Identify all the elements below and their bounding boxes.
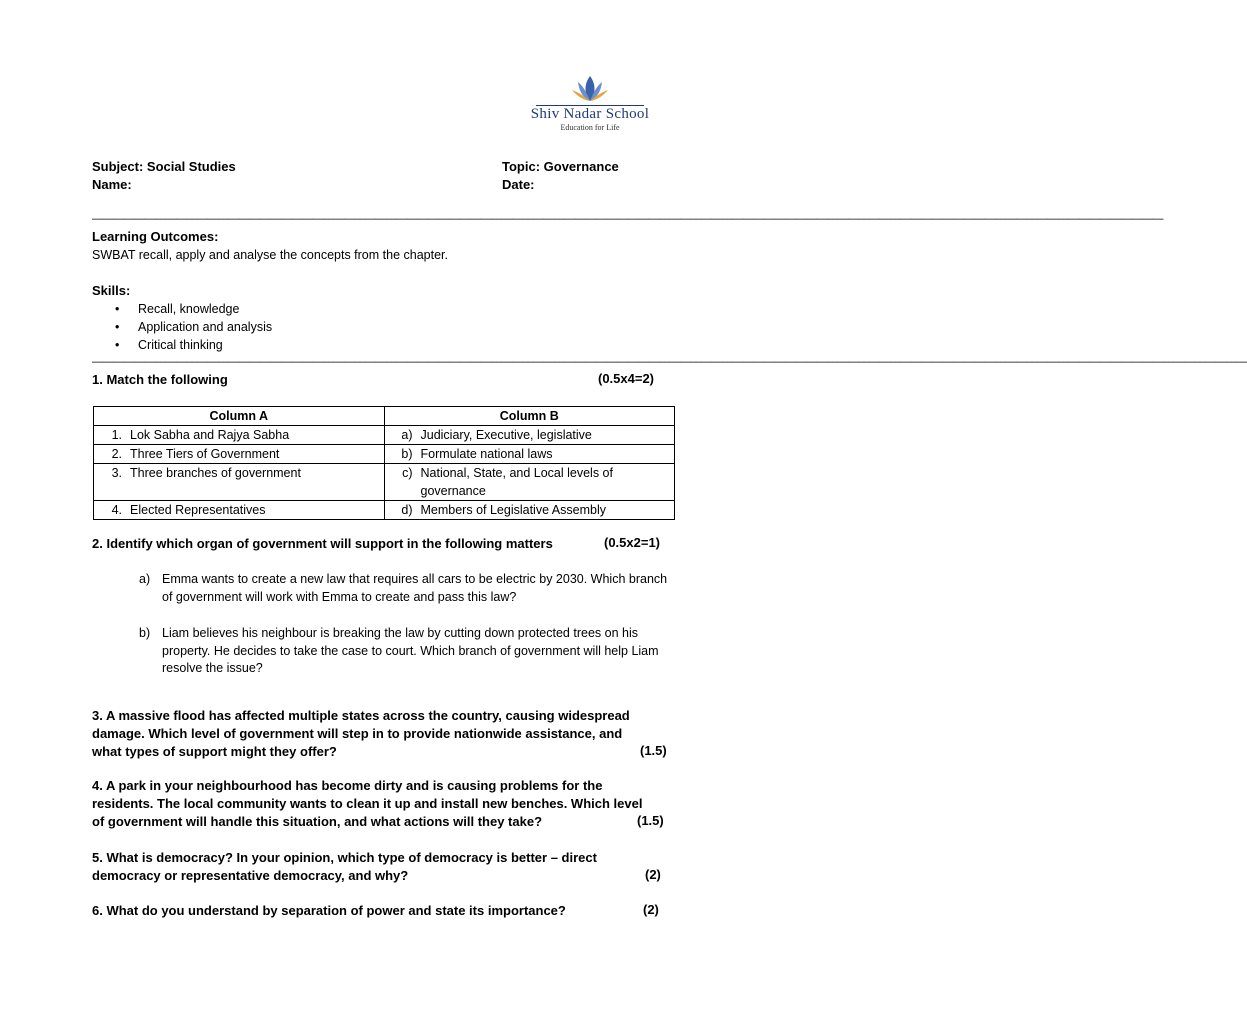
sub-label: a) [139,572,151,586]
question-3-line: damage. Which level of government will step in to provide nationwide assistance, and [92,726,623,741]
divider-line: —————————————————————————————————————————————————————————————————————————————————————————————————————— [92,213,1163,225]
question-2b [139,625,679,678]
row-letter: b) [401,447,413,461]
question-4-line: of government will handle this situation, and what actions will they take? [92,814,543,829]
table-row [94,426,675,445]
column-a-cell: Lok Sabha and Rajya Sabha [130,428,290,442]
table-row [94,445,675,464]
question-4-line: residents. The local community wants to clean it up and install new benches. Which level [92,796,643,811]
question-5 [92,849,597,885]
name-label: Name: [92,177,132,192]
sub-label: b) [139,626,151,640]
question-3-marks: (1.5) [640,743,667,758]
table-row [94,501,675,520]
question-1-marks: (0.5x4=2) [598,371,655,386]
skill-item: • Recall, knowledge [92,300,272,318]
row-number: 1. [111,428,122,442]
column-a-header: Column A [94,407,385,426]
column-a-cell: Three branches of government [130,466,301,480]
row-number: 2. [111,447,122,461]
learning-outcomes-heading: Learning Outcomes: [92,229,219,244]
question-3 [92,707,630,761]
skills-heading: Skills: [92,283,131,298]
skill-item: • Application and analysis [92,318,272,336]
sub-text: Liam believes his neighbour is breaking the law by cutting down protected trees on his property. He decides to take the case to court. Which branch of government will help Liam resolve the issue? [162,626,659,675]
column-b-cell: Judiciary, Executive, legislative [420,428,592,442]
skill-item: • Critical thinking [92,336,272,354]
skills-list [92,300,272,354]
row-number: 4. [111,503,122,517]
date-label: Date: [502,177,535,192]
row-letter: d) [401,503,413,517]
question-6-marks: (2) [643,902,659,917]
lotus-icon [570,74,610,104]
column-b-cell: National, State, and Local levels of governance [420,466,613,498]
school-logo [528,74,652,146]
column-a-cell: Elected Representatives [130,503,266,517]
sub-text: Emma wants to create a new law that requires all cars to be electric by 2030. Which branch of government will work with Emma to create and pass this law? [162,572,668,604]
subject-label: Subject: Social Studies [92,159,236,174]
question-1-title: 1. Match the following [92,372,228,387]
column-b-header: Column B [384,407,675,426]
column-b-cell: Members of Legislative Assembly [420,503,606,517]
row-letter: a) [401,428,413,442]
question-3-line: what types of support might they offer? [92,744,337,759]
question-6: 6. What do you understand by separation of power and state its importance? [92,903,566,918]
question-2-marks: (0.5x2=1) [604,535,661,550]
question-3-line: 3. A massive flood has affected multiple states across the country, causing widespread [92,708,630,723]
question-5-line: democracy or representative democracy, and why? [92,868,409,883]
column-a-cell: Three Tiers of Government [130,447,280,461]
question-5-line: 5. What is democracy? In your opinion, which type of democracy is better – direct [92,850,597,865]
logo-name: Shiv Nadar School [530,106,650,122]
topic-label: Topic: Governance [502,159,619,174]
question-4-line: 4. A park in your neighbourhood has become dirty and is causing problems for the [92,778,603,793]
match-table [93,406,675,520]
question-2-title: 2. Identify which organ of government will support in the following matters [92,536,553,551]
column-b-cell: Formulate national laws [420,447,553,461]
learning-outcomes-text: SWBAT recall, apply and analyse the concepts from the chapter. [92,248,448,262]
question-2a [139,571,679,606]
row-number: 3. [111,466,122,480]
question-4 [92,777,642,831]
question-5-marks: (2) [645,867,661,882]
row-letter: c) [402,466,413,480]
logo-tagline: Education for Life [560,123,620,132]
table-row [94,464,675,501]
divider-line: —————————————————————————————————————————————————————————————————————————————————————————————————————————————— [92,356,1247,368]
question-4-marks: (1.5) [637,813,664,828]
